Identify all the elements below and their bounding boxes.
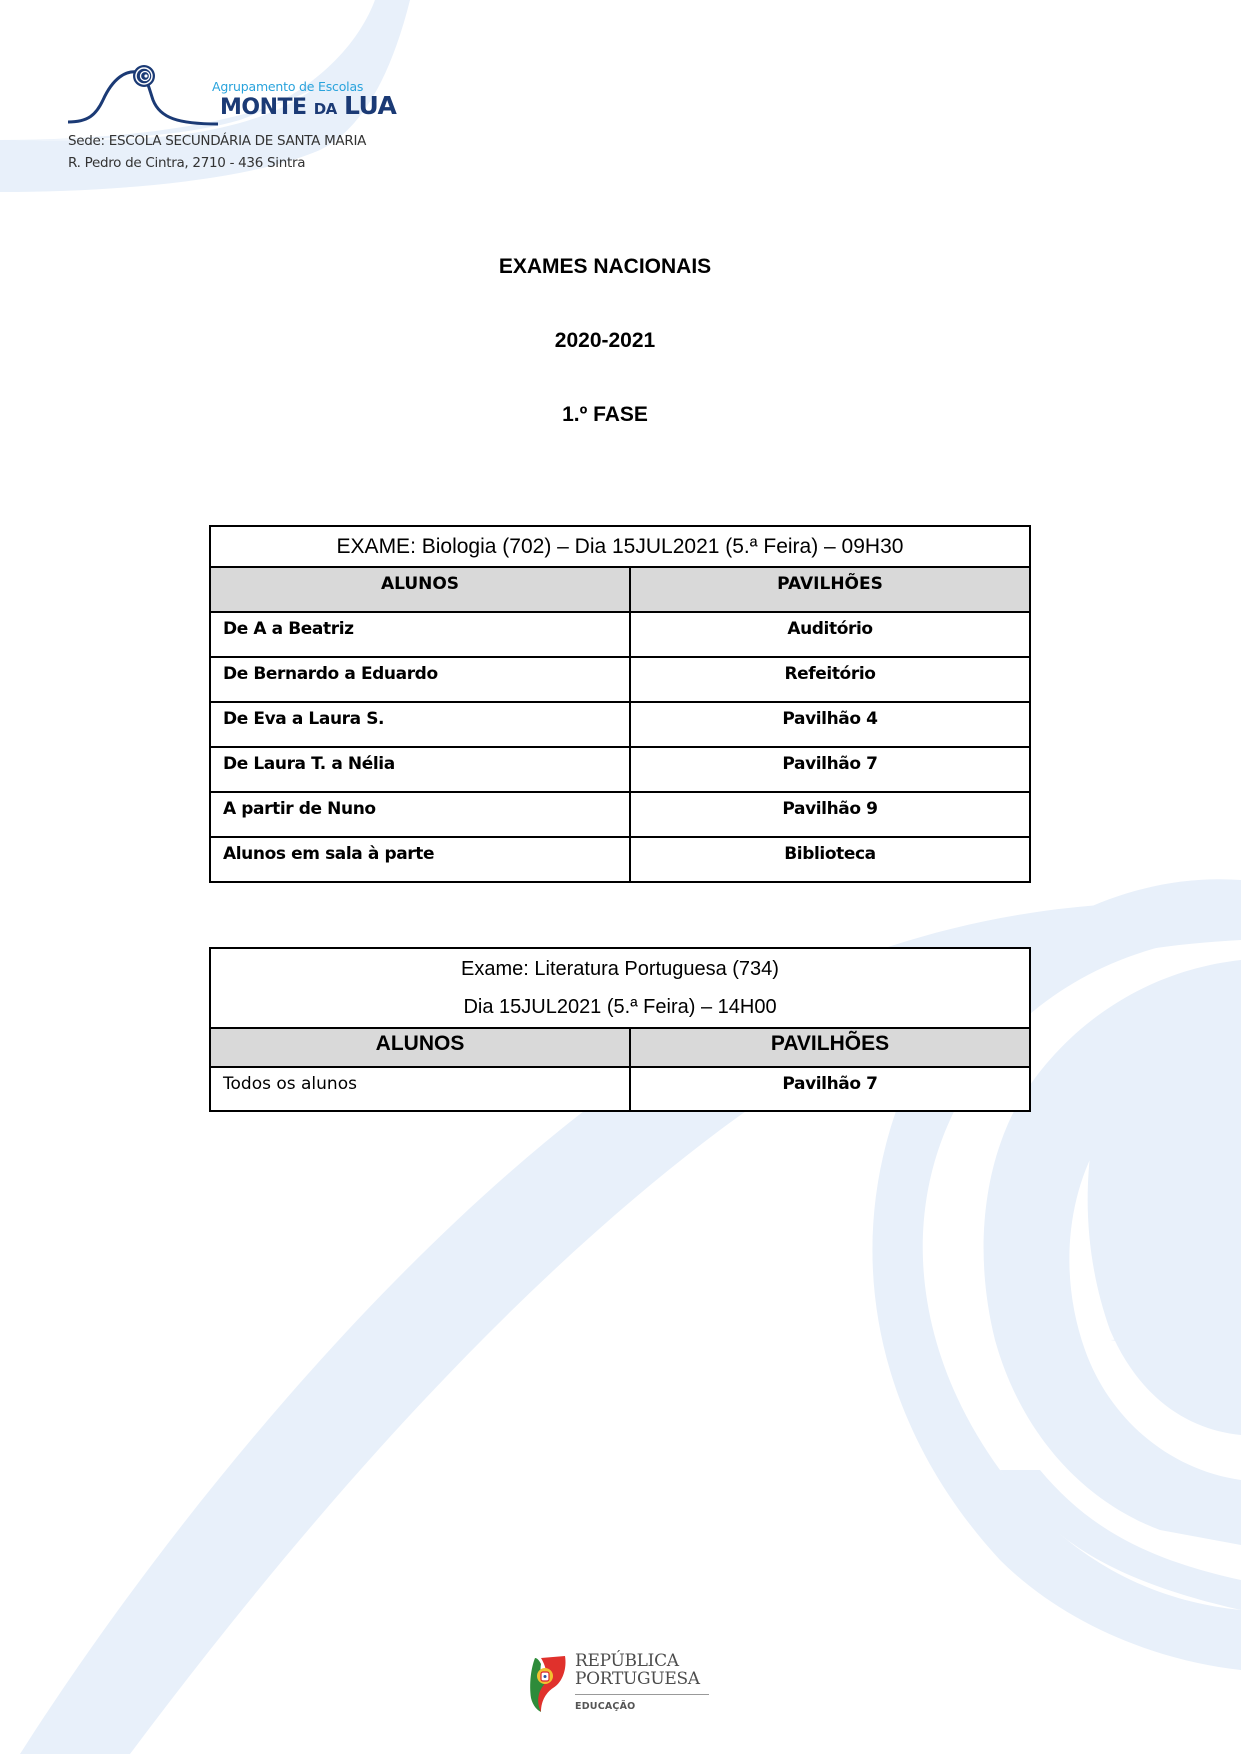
republica-portuguesa-wordmark: REPÚBLICA PORTUGUESA (575, 1651, 700, 1689)
column-header-students: ALUNOS (210, 1028, 630, 1067)
table-row (210, 612, 1030, 657)
students-cell: De Eva a Laura S. (210, 702, 630, 747)
students-cell: Todos os alunos (210, 1067, 630, 1111)
logo-school-name: MONTE DA LUA (220, 91, 397, 120)
exam-caption-line-1: Exame: Literatura Portuguesa (734) (461, 958, 779, 980)
table-row (210, 792, 1030, 837)
school-headquarters: Sede: ESCOLA SECUNDÁRIA DE SANTA MARIA (68, 133, 367, 149)
logo-subtitle: Agrupamento de Escolas (212, 79, 364, 94)
pavilion-cell: Pavilhão 9 (630, 792, 1030, 837)
pavilion-cell: Biblioteca (630, 837, 1030, 882)
pavilion-cell: Pavilhão 7 (630, 747, 1030, 792)
school-year: 2020-2021 (554, 329, 656, 352)
students-cell: A partir de Nuno (210, 792, 630, 837)
exam-table-biologia (209, 525, 1031, 883)
school-logo (60, 55, 420, 185)
table-row (210, 702, 1030, 747)
students-cell: Alunos em sala à parte (210, 837, 630, 882)
table-row (210, 1067, 1030, 1111)
students-cell: De Bernardo a Eduardo (210, 657, 630, 702)
pavilion-cell: Refeitório (630, 657, 1030, 702)
column-header-pavilions: PAVILHÕES (630, 567, 1030, 612)
mountain-spiral-logo-icon (68, 60, 218, 130)
pavilion-cell: Auditório (630, 612, 1030, 657)
exam-caption-line-2: Dia 15JUL2021 (5.ª Feira) – 14H00 (463, 996, 777, 1018)
ministry-label: EDUCAÇÃO (575, 1701, 636, 1712)
document-title: EXAMES NACIONAIS (498, 255, 712, 278)
table-row (210, 747, 1030, 792)
pavilion-cell: Pavilhão 4 (630, 702, 1030, 747)
column-header-pavilions: PAVILHÕES (630, 1028, 1030, 1067)
pavilion-cell: Pavilhão 7 (630, 1067, 1030, 1111)
exam-phase: 1.º FASE (562, 403, 648, 426)
exam-caption (210, 948, 1030, 1028)
republica-portuguesa-logo (527, 1650, 727, 1725)
table-row (210, 657, 1030, 702)
portuguese-flag-emblem-icon (527, 1654, 569, 1714)
students-cell: De A a Beatriz (210, 612, 630, 657)
table-row (210, 837, 1030, 882)
students-cell: De Laura T. a Nélia (210, 747, 630, 792)
exam-caption: EXAME: Biologia (702) – Dia 15JUL2021 (5.ª Feira) – 09H30 (210, 526, 1030, 567)
exam-table-literatura-portuguesa (209, 947, 1031, 1112)
divider (575, 1694, 709, 1695)
school-address: R. Pedro de Cintra, 2710 - 436 Sintra (68, 155, 306, 171)
column-header-students: ALUNOS (210, 567, 630, 612)
